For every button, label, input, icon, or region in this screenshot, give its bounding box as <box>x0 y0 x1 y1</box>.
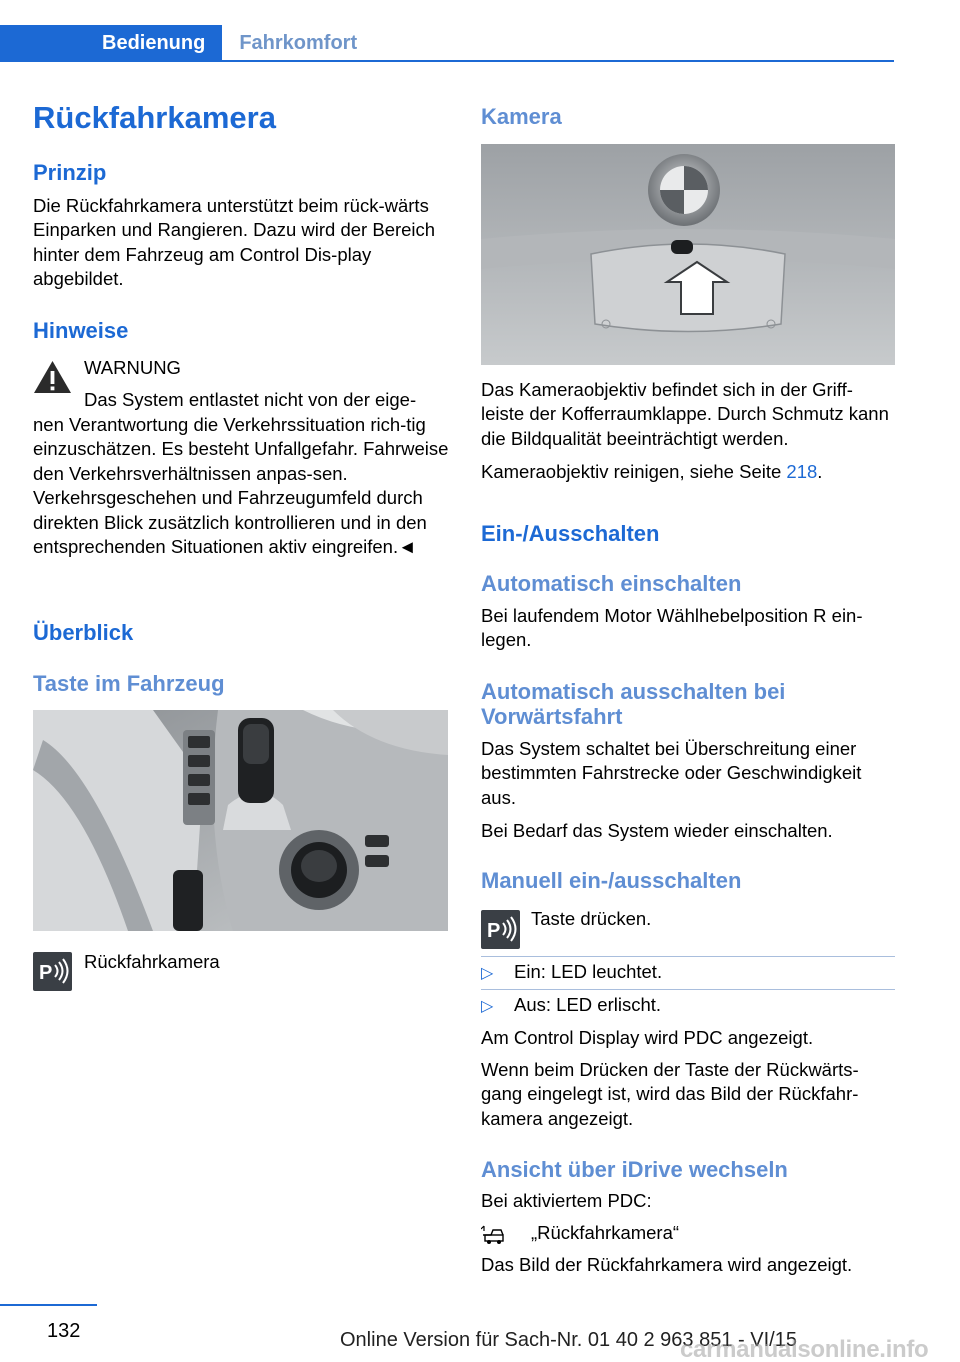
reinigen-text <box>481 460 895 484</box>
page-title: Rückfahrkamera <box>33 100 276 135</box>
watermark: carmanualsonline.info <box>680 1336 929 1362</box>
reinigen-suffix: . <box>817 461 823 482</box>
einaus-heading: Ein-/Ausschalten <box>481 521 660 546</box>
taste-heading: Taste im Fahrzeug <box>33 671 225 696</box>
divider <box>481 956 895 957</box>
idrive-result: Das Bild der Rückfahrkamera wird angezeigt. <box>481 1254 853 1275</box>
warning-label: WARNUNG <box>84 357 181 378</box>
pdc-text: Am Control Display wird PDC angezeigt. <box>481 1027 814 1048</box>
pdc-camera-button-icon <box>33 952 72 991</box>
reinigen-prefix: Kameraobjektiv reinigen, siehe Seite <box>481 461 787 482</box>
auto-ein-heading: Automatisch einschalten <box>481 571 742 596</box>
button-caption: Rückfahrkamera <box>84 951 220 972</box>
hinweise-heading: Hinweise <box>33 318 129 343</box>
prinzip-text: Die Rückfahrkamera unterstützt beim rück‐wärts Einparken und Rangieren. Dazu wird der Bereich hinter dem Fahrzeug am Control Dis‐play abgebildet. <box>33 195 436 290</box>
auto-aus-text2: Bei Bedarf das System wieder einschalten. <box>481 820 833 841</box>
footer-rule <box>0 1304 97 1306</box>
rueckwaerts-text: Wenn beim Drücken der Taste der Rückwärts‐gang eingelegt ist, wird das Bild der Rückfahr‐kamera angezeigt. <box>481 1059 859 1129</box>
warning-text: nen Verantwortung die Verkehrssituation rich‐tig einzuschätzen. Es besteht Unfallgefahr. Fahrweise den Verkehrsverhältnissen anpas‐sen. Verkehrsgeschehen und Fahrzeugumfeld durch direkten Blick zusätzlich kontrollieren und in den entsprechenden Situationen aktiv eingreifen.◄ <box>33 414 449 558</box>
idrive-menu-item: „Rückfahrkamera“ <box>531 1222 680 1243</box>
bullet-item: Ein: LED leuchtet. <box>514 961 663 982</box>
page-number: 132 <box>47 1320 81 1342</box>
warning-triangle-icon <box>33 360 72 394</box>
camera-photo <box>481 144 895 365</box>
bullet-item: Aus: LED erlischt. <box>514 994 662 1015</box>
auto-aus-text: Das System schaltet bei Überschreitung einer bestimmten Fahrstrecke oder Geschwindigkeit aus. <box>481 738 862 808</box>
bullet-icon: ▷ <box>481 998 494 1015</box>
manuell-text: Taste drücken. <box>531 908 652 929</box>
idrive-text: Bei aktiviertem PDC: <box>481 1190 652 1211</box>
header-rule <box>0 60 894 62</box>
tab-bedienung[interactable]: Bedienung <box>0 25 222 62</box>
manuell-heading: Manuell ein-/ausschalten <box>481 868 742 893</box>
divider <box>481 989 895 990</box>
pdc-button-icon <box>481 910 520 949</box>
ueberblick-heading: Überblick <box>33 620 134 645</box>
auto-ein-text: Bei laufendem Motor Wählhebelposition R ein‐legen. <box>481 605 863 651</box>
idrive-heading: Ansicht über iDrive wechseln <box>481 1157 788 1182</box>
auto-aus-heading: Automatisch ausschalten bei Vorwärtsfahrt <box>481 679 786 729</box>
bullet-icon: ▷ <box>481 965 494 982</box>
kamera-text: Das Kameraobjektiv befindet sich in der Griff‐leiste der Kofferraumklappe. Durch Schmutz kann die Bildqualität beeinträchtigt werden. <box>481 379 889 449</box>
pdc-menu-icon <box>481 1225 507 1245</box>
svg-text:P: P <box>487 920 501 942</box>
online-version: Online Version für Sach-Nr. 01 40 2 963 851 - VI/15 <box>340 1329 797 1351</box>
prinzip-heading: Prinzip <box>33 160 107 185</box>
svg-text:P: P <box>39 962 53 984</box>
header-tabs <box>0 25 374 62</box>
kamera-heading: Kamera <box>481 104 562 129</box>
page-link-218[interactable]: 218 <box>786 461 818 482</box>
warning-line1: Das System entlastet nicht von der eige‐ <box>84 389 417 410</box>
console-photo <box>33 710 448 931</box>
tab-fahrkomfort[interactable]: Fahrkomfort <box>239 32 358 54</box>
